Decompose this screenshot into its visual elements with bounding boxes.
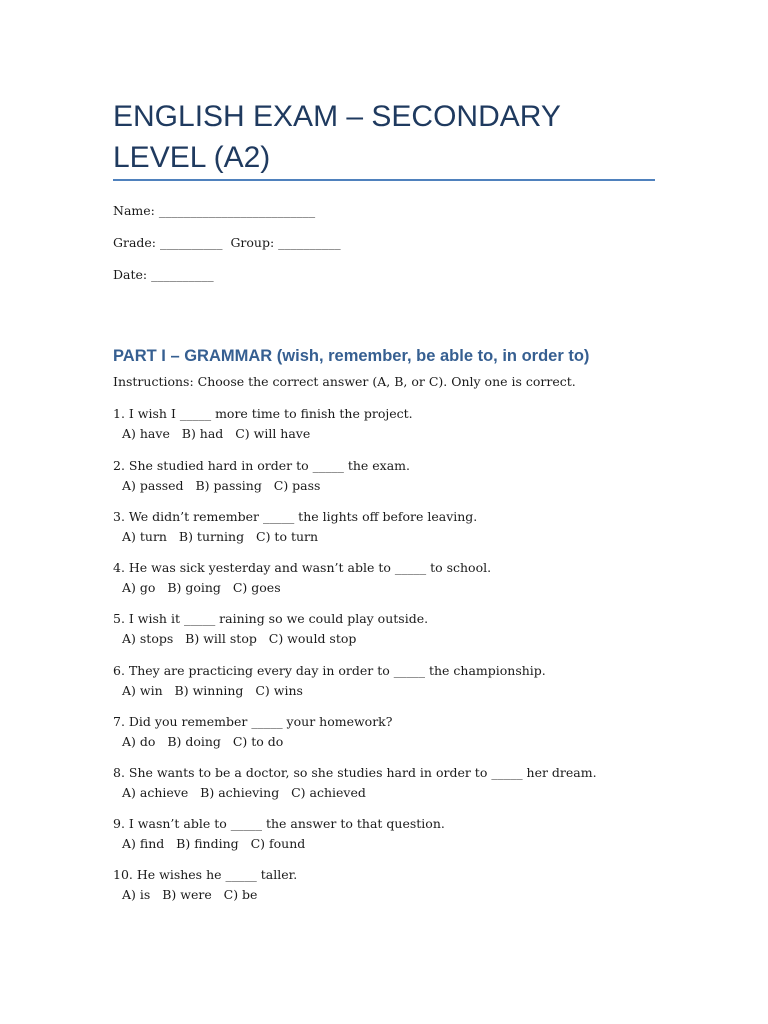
- question-text: 3. We didn’t remember _____ the lights off before leaving.: [113, 509, 478, 524]
- title-divider: [113, 179, 655, 181]
- question-1: [113, 406, 658, 442]
- question-options: A) win B) winning C) wins: [122, 683, 303, 698]
- question-4: [113, 560, 658, 596]
- question-options: A) is B) were C) be: [122, 887, 258, 902]
- question-text: 8. She wants to be a doctor, so she studies hard in order to _____ her dream.: [113, 765, 597, 780]
- question-9: [113, 816, 658, 852]
- question-3: [113, 509, 658, 545]
- question-options: A) have B) had C) will have: [122, 426, 311, 441]
- question-text: 5. I wish it _____ raining so we could play outside.: [113, 611, 429, 626]
- question-10: [113, 867, 658, 903]
- question-5: [113, 611, 658, 647]
- grade-group-field: Grade: __________ Group: __________: [113, 235, 341, 250]
- question-options: A) passed B) passing C) pass: [122, 478, 321, 493]
- part-one-instructions: Instructions: Choose the correct answer (A, B, or C). Only one is correct.: [113, 374, 576, 389]
- part-one-heading: PART I – GRAMMAR (wish, remember, be able to, in order to): [113, 347, 590, 365]
- question-options: A) go B) going C) goes: [122, 580, 281, 595]
- question-options: A) do B) doing C) to do: [122, 734, 284, 749]
- question-text: 6. They are practicing every day in order to _____ the championship.: [113, 663, 546, 678]
- question-text: 1. I wish I _____ more time to finish the project.: [113, 406, 413, 421]
- question-7: [113, 714, 658, 750]
- question-options: A) find B) finding C) found: [122, 836, 306, 851]
- question-text: 4. He was sick yesterday and wasn’t able to _____ to school.: [113, 560, 492, 575]
- date-field: Date: __________: [113, 267, 214, 282]
- question-text: 2. She studied hard in order to _____ the exam.: [113, 458, 410, 473]
- question-options: A) turn B) turning C) to turn: [122, 529, 319, 544]
- question-options: A) stops B) will stop C) would stop: [122, 631, 357, 646]
- question-8: [113, 765, 658, 801]
- exam-title: ENGLISH EXAM – SECONDARY LEVEL (A2): [113, 100, 561, 174]
- question-text: 7. Did you remember _____ your homework?: [113, 714, 393, 729]
- question-text: 10. He wishes he _____ taller.: [113, 867, 298, 882]
- question-2: [113, 458, 658, 494]
- question-text: 9. I wasn’t able to _____ the answer to that question.: [113, 816, 445, 831]
- question-options: A) achieve B) achieving C) achieved: [122, 785, 366, 800]
- name-field: Name: _________________________: [113, 203, 316, 218]
- question-6: [113, 663, 658, 699]
